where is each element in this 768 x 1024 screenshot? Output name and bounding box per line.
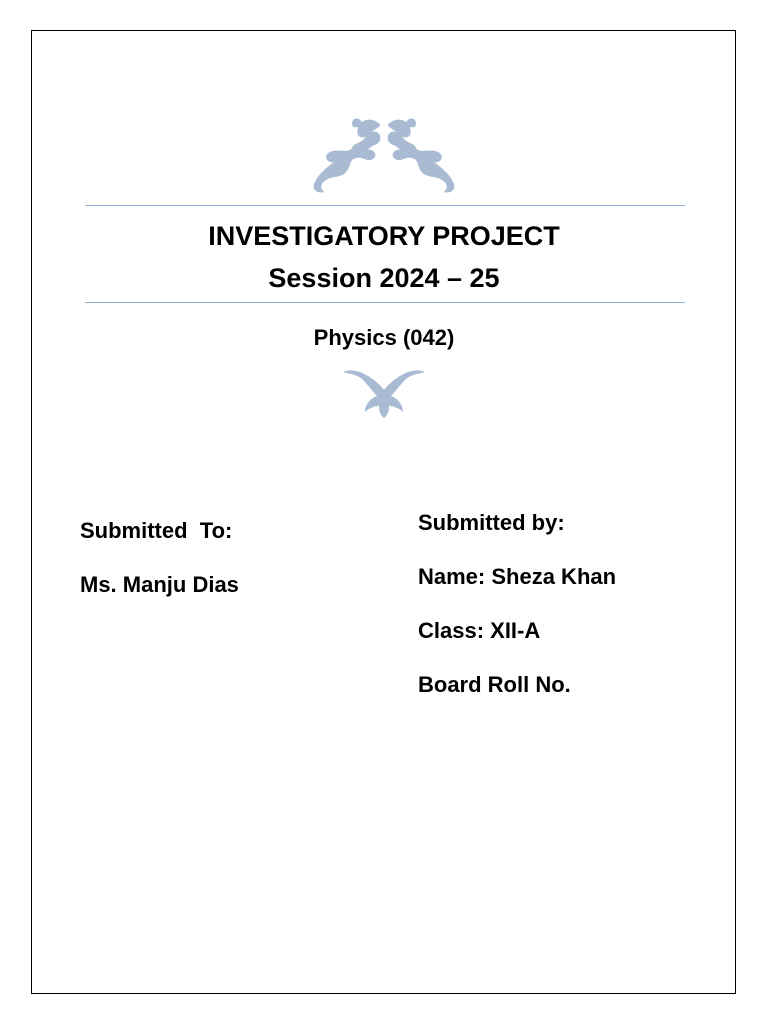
project-title: INVESTIGATORY PROJECT <box>208 221 560 251</box>
submitted-to-label: Submitted To: <box>80 518 233 543</box>
bottom-divider <box>85 302 685 303</box>
submitted-by-label: Submitted by: <box>418 510 565 535</box>
leaf-flourish-icon <box>341 366 427 420</box>
board-roll-number: Board Roll No. <box>418 672 571 697</box>
session-line: Session 2024 – 25 <box>268 263 500 293</box>
teacher-name: Ms. Manju Dias <box>80 572 239 597</box>
subject-line: Physics (042) <box>313 325 455 350</box>
floral-flourish-icon <box>308 114 460 196</box>
top-divider <box>85 205 685 206</box>
student-class: Class: XII-A <box>418 618 541 643</box>
student-name: Name: Sheza Khan <box>418 564 617 589</box>
